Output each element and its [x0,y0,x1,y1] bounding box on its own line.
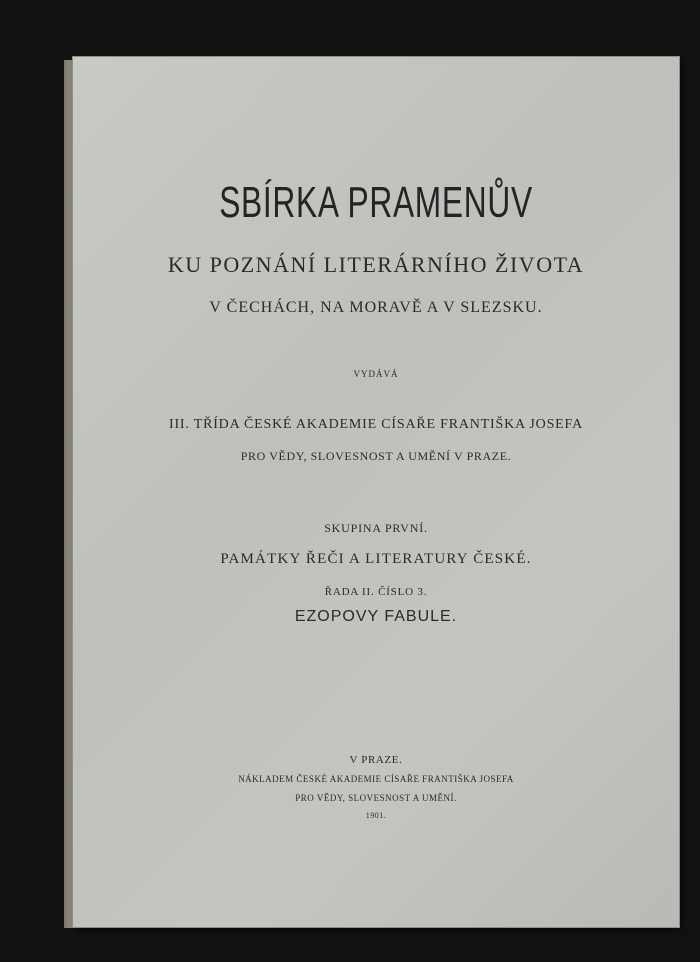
publishes-label: VYDÁVÁ [353,369,399,379]
publisher-line-1: III. TŘÍDA ČESKÉ AKADEMIE CÍSAŘE FRANTIŠKA JOSEFA [169,417,583,432]
work-title: EZOPOVY FABULE. [294,608,458,625]
cover-title: SBÍRKA PRAMENŮV [219,178,533,227]
publisher-line-2: PRO VĚDY, SLOVESNOST A UMĚNÍ V PRAZE. [240,449,512,463]
cover-subtitle: KU POZNÁNÍ LITERÁRNÍHO ŽIVOTA [167,252,585,277]
imprint-line-1: NÁKLADEM ČESKÉ AKADEMIE CÍSAŘE FRANTIŠKA JOSEFA [238,774,514,784]
cover-page [72,56,680,928]
imprint-place: V PRAZE. [349,754,403,766]
group-label: SKUPINA PRVNÍ. [324,521,428,535]
volume-number: ŘADA II. ČÍSLO 3. [324,586,428,598]
imprint-year: 1901. [365,811,387,820]
series-title: PAMÁTKY ŘEČI A LITERATURY ČESKÉ. [220,551,532,567]
imprint-line-2: PRO VĚDY, SLOVESNOST A UMĚNÍ. [295,793,457,803]
cover-region: V ČECHÁCH, NA MORAVĚ A V SLEZSKU. [209,299,543,316]
